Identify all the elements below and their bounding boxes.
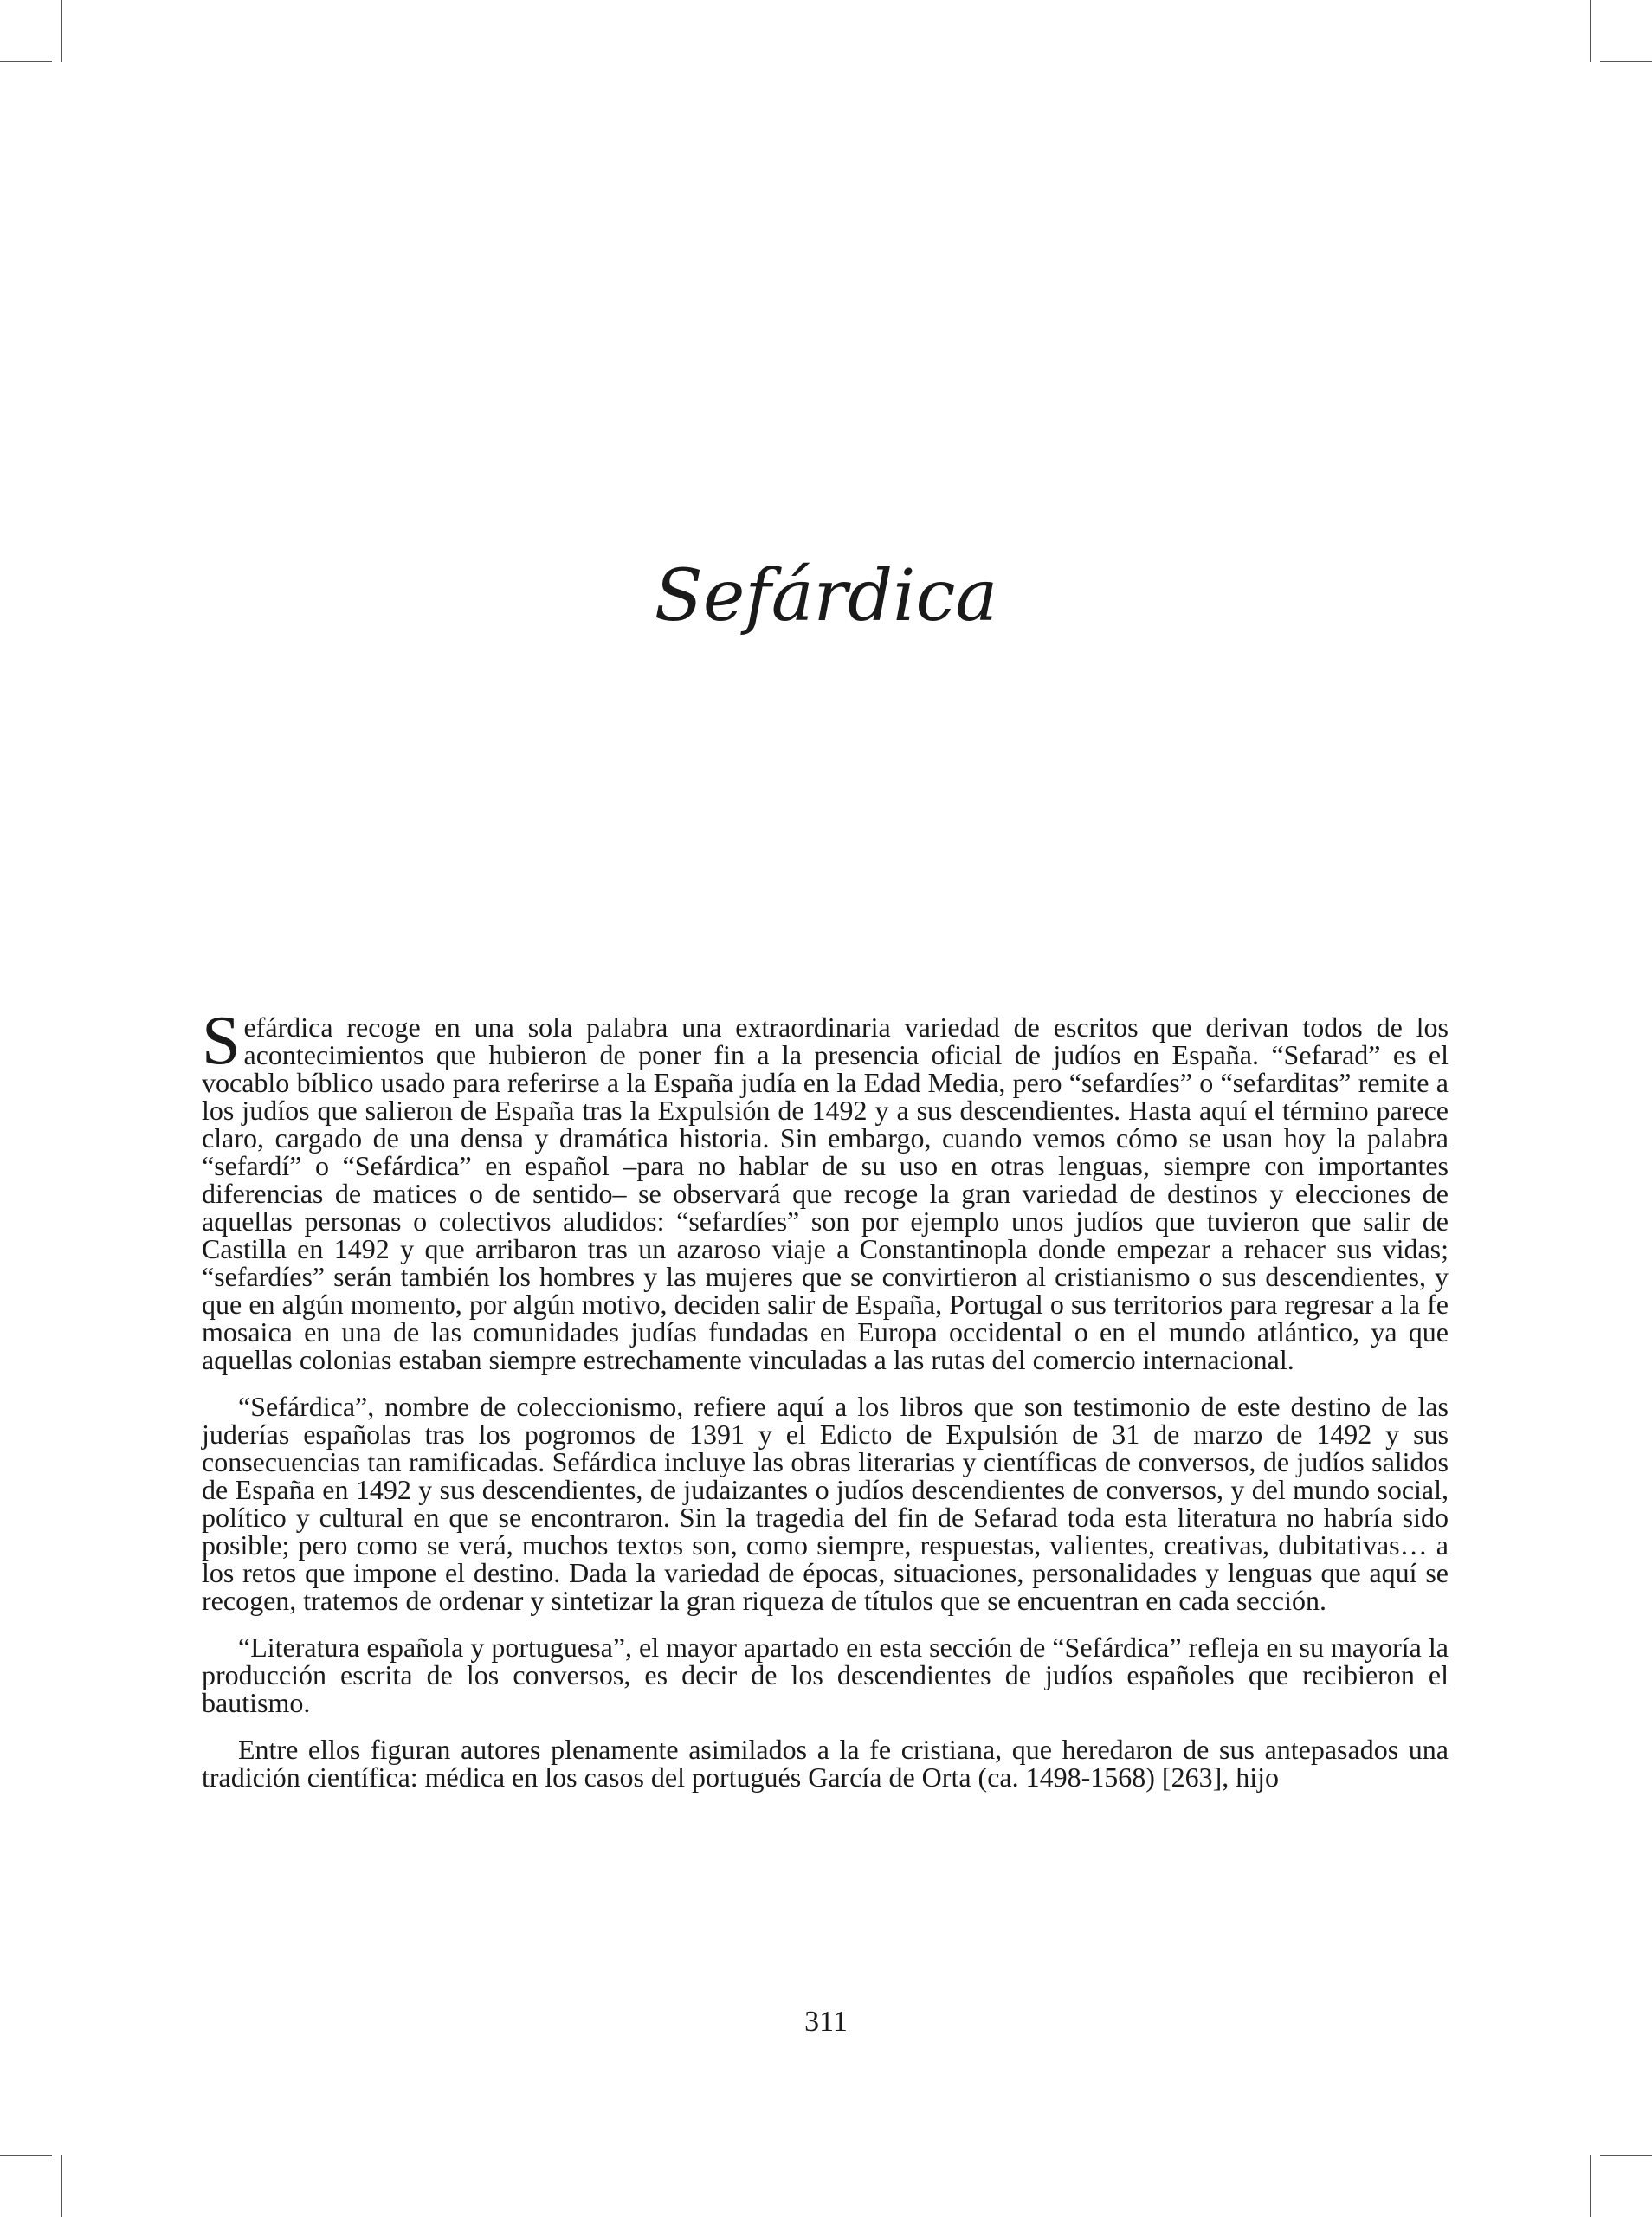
crop-mark — [1600, 61, 1652, 62]
crop-mark — [61, 2155, 62, 2217]
paragraph — [202, 1003, 1449, 1375]
crop-mark — [1600, 2155, 1652, 2156]
page-number: 311 — [804, 2006, 848, 2038]
chapter-title: Sefárdica — [654, 555, 998, 637]
crop-mark — [1590, 2155, 1591, 2217]
body-text — [202, 1003, 1449, 1810]
paragraph-text: efárdica recoge en una sola palabra una extraordinaria variedad de escritos que derivan todos de los acontecimientos que hubieron de poner fin a la presencia oficial de judíos en España. “Sefarad” es el vocablo bíblico usado para referirse a la España judía en la Edad Media, pero “sefardíes” o “sefarditas” remite a los judíos que salieron de España tras la Expulsión de 1492 y a sus descendientes. Hasta aquí el término parece claro, cargado de una densa y dramática historia. Sin embargo, cuando vemos cómo se usan hoy la palabra “sefardí” o “Sefárdica” en español –para no hablar de su uso en otras lenguas, siempre con importantes diferencias de matices o de sentido– se observará que recoge la gran variedad de destinos y elecciones de aquellas personas o colectivos aludidos: “sefardíes” son por ejemplo unos judíos que tuvieron que salir de Castilla en 1492 y que arribaron tras un azaroso viaje a Constantinopla donde empezar a rehacer sus vidas; “sefardíes” serán también los hombres y las mujeres que se convirtieron al cristianismo o sus descendientes, y que en algún momento, por algún motivo, deciden salir de España, Portugal o sus territorios para regresar a la fe mosaica en una de las comunidades judías fundadas en Europa occidental o en el mundo atlántico, ya que aquellas colonias estaban siempre estrechamente vinculadas a las rutas del comercio internacional. — [202, 1012, 1449, 1375]
paragraph: Entre ellos figuran autores plenamente asimilados a la fe cristiana, que heredaron de sus antepasados una tradición científica: médica en los casos del portugués García de Orta (ca. 1498-1568) [263], hijo — [202, 1734, 1449, 1793]
crop-mark — [1590, 0, 1591, 62]
crop-mark — [61, 0, 62, 62]
crop-mark — [0, 61, 52, 62]
crop-mark — [0, 2155, 52, 2156]
paragraph: “Sefárdica”, nombre de coleccionismo, refiere aquí a los libros que son testimonio de este destino de las juderías españolas tras los pogromos de 1391 y el Edicto de Expulsión de 31 de marzo de 1492 y sus consecuencias tan ramificadas. Sefárdica incluye las obras literarias y científicas de conversos, de judíos salidos de España en 1492 y sus descendientes, de judaizantes o judíos descendientes de conversos, y del mundo social, político y cultural en que se encontraron. Sin la tragedia del fin de Sefarad toda esta literatura no habría sido posible; pero como se verá, muchos textos son, como siempre, respuestas, valientes, creativas, dubitativas… a los retos que impone el destino. Dada la variedad de épocas, situaciones, personalidades y lenguas que aquí se recogen, tratemos de ordenar y sintetizar la gran riqueza de títulos que se encuentran en cada sección. — [202, 1391, 1449, 1616]
drop-cap: S — [202, 1003, 241, 1079]
paragraph: “Literatura española y portuguesa”, el mayor apartado en esta sección de “Sefárdica” refleja en su mayoría la producción escrita de los conversos, es decir de los descendientes de judíos españoles que recibieron el bautismo. — [202, 1632, 1449, 1718]
